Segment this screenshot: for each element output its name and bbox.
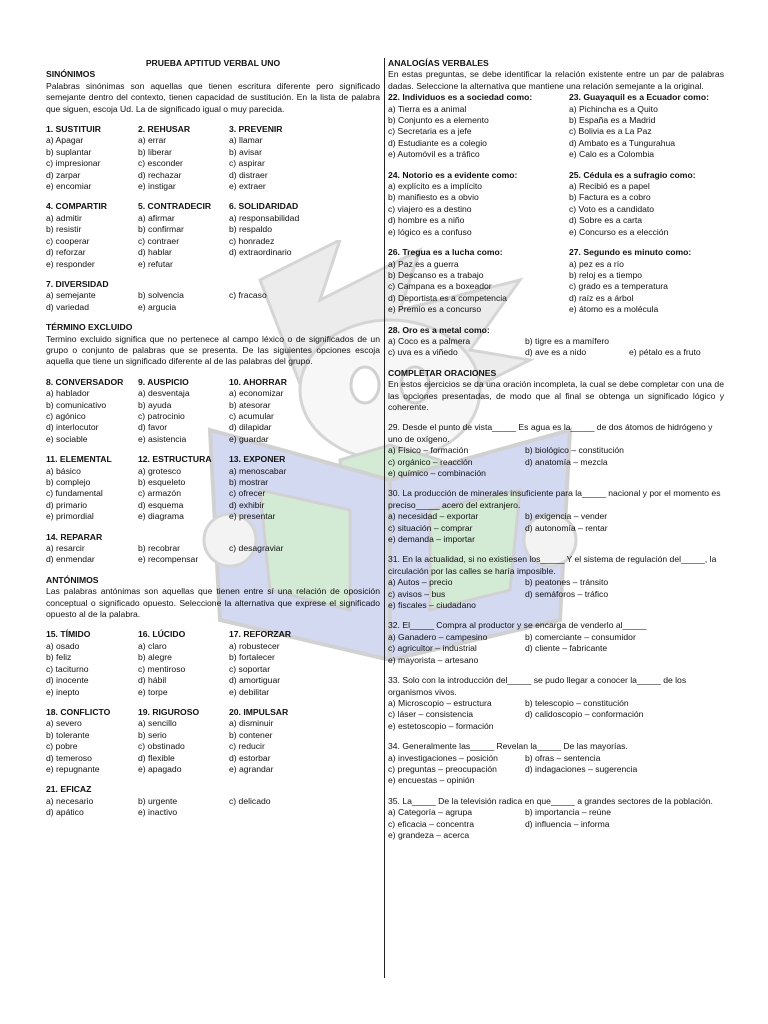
option[interactable]: c) taciturno bbox=[46, 663, 89, 674]
option[interactable]: c) impresionar bbox=[46, 158, 101, 169]
question-header: 17. REFORZAR bbox=[229, 629, 292, 640]
question-header: 5. CONTRADECIR bbox=[138, 201, 212, 212]
analogias-questions bbox=[388, 92, 724, 315]
question bbox=[138, 454, 229, 522]
option[interactable]: c) acumular bbox=[229, 410, 274, 421]
question-header: 21. EFICAZ bbox=[46, 784, 92, 795]
option[interactable]: d) estorbar bbox=[229, 752, 271, 763]
question bbox=[229, 377, 380, 445]
option[interactable]: a) Recibió es a papel bbox=[569, 181, 650, 192]
option[interactable]: e) extraer bbox=[229, 181, 266, 192]
option[interactable]: b) ofras – sentencia bbox=[525, 752, 601, 763]
option[interactable]: d) hábil bbox=[138, 675, 167, 686]
option[interactable]: d) extraordinario bbox=[229, 247, 292, 258]
question bbox=[388, 170, 569, 238]
question-21 bbox=[46, 784, 380, 818]
option[interactable]: e) diagrama bbox=[138, 511, 184, 522]
option[interactable]: a) explícito es a implícito bbox=[388, 181, 483, 192]
option[interactable]: a) menoscabar bbox=[229, 465, 287, 476]
question bbox=[388, 488, 724, 545]
option[interactable]: b) urgente bbox=[138, 795, 178, 806]
option[interactable]: c) fracaso bbox=[229, 290, 267, 301]
question-header: 33. Solo con la introducción del_____ se pudo llegar a conocer la_____ de los organismos vivos. bbox=[388, 675, 687, 697]
option[interactable]: e) químico – combinación bbox=[388, 468, 486, 478]
option[interactable]: e) agrandar bbox=[229, 763, 274, 774]
question-header: 6. SOLIDARIDAD bbox=[229, 201, 299, 212]
question-header: 2. REHUSAR bbox=[138, 124, 191, 135]
option[interactable]: e) inepto bbox=[46, 686, 80, 697]
question-28 bbox=[388, 325, 724, 359]
question bbox=[46, 124, 138, 192]
question-header: 18. CONFLICTO bbox=[46, 706, 111, 717]
option[interactable]: d) rechazar bbox=[138, 169, 182, 180]
question bbox=[138, 124, 229, 192]
option[interactable]: b) telescopio – constitución bbox=[525, 697, 629, 708]
option[interactable]: e) apagado bbox=[138, 763, 182, 774]
question-header: 22. Individuos es a sociedad como: bbox=[388, 92, 533, 103]
option[interactable]: c) orgánico – reacción bbox=[388, 456, 473, 467]
question bbox=[138, 201, 229, 269]
option[interactable]: a) errar bbox=[138, 135, 167, 146]
option[interactable]: c) viajero es a destino bbox=[388, 203, 472, 214]
excluido-heading: TÉRMINO EXCLUIDO bbox=[46, 322, 133, 333]
option[interactable]: d) raíz es a árbol bbox=[569, 292, 634, 303]
question bbox=[388, 620, 724, 666]
question bbox=[388, 422, 724, 479]
column-divider bbox=[384, 58, 385, 978]
option[interactable]: e) refutar bbox=[138, 258, 173, 269]
question bbox=[388, 796, 724, 842]
question bbox=[388, 554, 724, 611]
option[interactable]: a) Pichincha es a Quito bbox=[569, 103, 658, 114]
question-header: 30. La producción de minerales insuficiente para la_____ nacional y por el momento es preciso_____ acero del extranjero. bbox=[388, 488, 721, 510]
question bbox=[46, 454, 138, 522]
option[interactable]: a) Autos – precio bbox=[388, 577, 453, 588]
question-header: 15. TÍMIDO bbox=[46, 629, 91, 640]
option[interactable]: a) pez es a río bbox=[569, 258, 624, 269]
option[interactable]: d) Sobre es a carta bbox=[569, 215, 643, 226]
question bbox=[138, 629, 229, 697]
option[interactable]: e) asistencia bbox=[138, 433, 187, 444]
question bbox=[388, 92, 569, 160]
question bbox=[229, 707, 380, 775]
question-header: 24. Notorio es a evidente como: bbox=[388, 169, 518, 180]
option[interactable]: e) presentar bbox=[229, 511, 276, 522]
option[interactable]: d) Deportista es a competencia bbox=[388, 292, 507, 303]
question-header: 14. REPARAR bbox=[46, 531, 103, 542]
option[interactable]: c) contraer bbox=[138, 235, 180, 246]
analogias-intro: En estas preguntas, se debe identificar la relación existente entre un par de palabras dadas. Seleccione la alternativa que mantiene una relación semejante a la original. bbox=[388, 69, 724, 91]
option[interactable]: a) disminuir bbox=[229, 718, 274, 729]
question bbox=[569, 170, 724, 238]
option[interactable]: b) peatones – tránsito bbox=[525, 577, 609, 588]
option[interactable]: d) amortiguar bbox=[229, 675, 281, 686]
option[interactable]: c) honradez bbox=[229, 235, 275, 246]
option[interactable]: b) Descanso es a trabajo bbox=[388, 269, 484, 280]
option[interactable]: c) mentiroso bbox=[138, 663, 186, 674]
option[interactable]: a) responsabilidad bbox=[229, 212, 300, 223]
option[interactable]: b) solvencia bbox=[138, 290, 184, 301]
antonimos-intro: Las palabras antónimas son aquellas que tienen entre sí una relación de oposición conceptual o significado opuesto. Seleccione la alternativa que exprese el significado opuesto al de la palabra. bbox=[46, 586, 380, 620]
option[interactable]: c) agónico bbox=[46, 410, 86, 421]
question-header: 31. En la actualidad, si no existiesen los_____ Y el sistema de regulación del_____, la circulación por las calles se haría imposible. bbox=[388, 554, 717, 576]
question bbox=[388, 247, 569, 315]
option[interactable]: c) Voto es a candidato bbox=[569, 203, 655, 214]
option[interactable]: e) primordial bbox=[46, 511, 94, 522]
option[interactable]: c) soportar bbox=[229, 663, 271, 674]
option[interactable]: e) Automóvil es a tráfico bbox=[388, 149, 480, 160]
option[interactable]: a) osado bbox=[46, 640, 80, 651]
option[interactable]: a) Tierra es a animal bbox=[388, 103, 467, 114]
option[interactable]: e) debilitar bbox=[229, 686, 270, 697]
option[interactable]: e) instigar bbox=[138, 181, 176, 192]
option[interactable]: a) claro bbox=[138, 640, 167, 651]
option[interactable]: b) serio bbox=[138, 729, 167, 740]
option[interactable]: b) suplantar bbox=[46, 146, 92, 157]
option[interactable]: e) Calo es a Colombia bbox=[569, 149, 655, 160]
option[interactable]: e) mayorista – artesano bbox=[388, 654, 479, 665]
question-header: 12. ESTRUCTURA bbox=[138, 454, 212, 465]
option[interactable]: b) Conjunto es a elemento bbox=[388, 115, 489, 126]
option[interactable]: a) robustecer bbox=[229, 640, 280, 651]
option[interactable]: b) comerciante – consumidor bbox=[525, 631, 636, 642]
question-header: 16. LÚCIDO bbox=[138, 629, 186, 640]
option[interactable]: d) zarpar bbox=[46, 169, 81, 180]
option[interactable]: b) reloj es a tiempo bbox=[569, 269, 643, 280]
option[interactable]: a) Microscopio – estructura bbox=[388, 697, 492, 708]
option[interactable]: b) feliz bbox=[46, 652, 72, 663]
option[interactable]: d) ave es a nido bbox=[525, 347, 587, 358]
antonimos-questions bbox=[46, 629, 380, 775]
question bbox=[229, 629, 380, 697]
option[interactable]: c) grado es a temperatura bbox=[569, 281, 668, 292]
option[interactable]: e) recompensar bbox=[138, 554, 199, 565]
option[interactable]: d) flexible bbox=[138, 752, 175, 763]
question-14 bbox=[46, 532, 380, 566]
option[interactable]: d) variedad bbox=[46, 301, 89, 312]
option[interactable]: d) dilapidar bbox=[229, 422, 272, 433]
question-7 bbox=[46, 279, 380, 313]
option[interactable]: d) indagaciones – sugerencia bbox=[525, 763, 638, 774]
option[interactable]: b) recobrar bbox=[138, 543, 181, 554]
option[interactable]: b) avisar bbox=[229, 146, 262, 157]
question bbox=[46, 201, 138, 269]
completar-questions bbox=[388, 422, 724, 841]
option[interactable]: d) interlocutor bbox=[46, 422, 99, 433]
option[interactable]: e) fiscales – ciudadano bbox=[388, 600, 476, 611]
question-header: 10. AHORRAR bbox=[229, 376, 287, 387]
option[interactable]: c) eficacia – concentra bbox=[388, 818, 474, 829]
option[interactable]: a) llamar bbox=[229, 135, 263, 146]
question bbox=[569, 247, 724, 315]
option[interactable]: b) atesorar bbox=[229, 399, 271, 410]
question bbox=[388, 741, 724, 787]
option[interactable]: b) mostrar bbox=[229, 477, 269, 487]
option[interactable]: c) cooperar bbox=[46, 235, 90, 246]
option[interactable]: e) encomiar bbox=[46, 181, 92, 192]
option[interactable]: d) reforzar bbox=[46, 247, 86, 258]
analogias-heading: ANALOGÍAS VERBALES bbox=[388, 58, 489, 68]
option[interactable]: c) reducir bbox=[229, 741, 265, 752]
option[interactable]: b) contener bbox=[229, 729, 273, 740]
option[interactable]: d) inocente bbox=[46, 675, 89, 686]
option[interactable]: d) Estudiante es a colegio bbox=[388, 137, 487, 148]
option[interactable]: c) Bolivia es a La Paz bbox=[569, 126, 652, 137]
option[interactable]: e) sociable bbox=[46, 433, 88, 444]
option[interactable]: c) láser – consistencia bbox=[388, 709, 474, 720]
option[interactable]: d) esquema bbox=[138, 499, 184, 510]
option[interactable]: c) Secretaria es a jefe bbox=[388, 126, 472, 137]
option[interactable]: a) severo bbox=[46, 718, 82, 729]
option[interactable]: d) influencia – informa bbox=[525, 818, 610, 829]
question-header: 7. DIVERSIDAD bbox=[46, 278, 109, 289]
question-header: 9. AUSPICIO bbox=[138, 376, 189, 387]
option[interactable]: d) enmendar bbox=[46, 554, 95, 565]
option[interactable]: d) Ambato es a Tungurahua bbox=[569, 137, 676, 148]
option[interactable]: a) afirmar bbox=[138, 212, 175, 223]
option[interactable]: e) inactivo bbox=[138, 807, 178, 818]
option[interactable]: b) tigre es a mamífero bbox=[525, 335, 610, 346]
question-header: 11. ELEMENTAL bbox=[46, 454, 112, 465]
option[interactable]: c) pobre bbox=[46, 741, 78, 752]
option[interactable]: e) lógico es a confuso bbox=[388, 226, 472, 237]
question-header: 20. IMPULSAR bbox=[229, 706, 289, 717]
option[interactable]: b) resistir bbox=[46, 224, 82, 235]
option[interactable]: d) semáforos – tráfico bbox=[525, 588, 609, 599]
left-column bbox=[46, 58, 380, 819]
option[interactable]: e) grandeza – acerca bbox=[388, 829, 470, 840]
question bbox=[229, 124, 380, 192]
question-header: 23. Guayaquil es a Ecuador como: bbox=[569, 92, 709, 103]
option[interactable]: c) aspirar bbox=[229, 158, 265, 169]
option[interactable]: d) hablar bbox=[138, 247, 172, 258]
option[interactable]: d) calidoscopio – conformación bbox=[525, 709, 644, 720]
antonimos-heading: ANTÓNIMOS bbox=[46, 574, 99, 585]
option[interactable]: e) estetoscopio – formación bbox=[388, 720, 494, 731]
option[interactable] bbox=[229, 259, 380, 270]
question bbox=[46, 629, 138, 697]
option[interactable]: e) pétalo es a fruto bbox=[629, 347, 701, 358]
completar-intro: En estos ejercicios se da una oración incompleta, la cual se debe completar con una de las opciones presentadas, de modo que al final se obtenga un significado lógico y coherente. bbox=[388, 379, 724, 412]
option[interactable]: c) obstinado bbox=[138, 741, 185, 752]
option[interactable]: a) resarcir bbox=[46, 543, 85, 554]
option[interactable]: c) delicado bbox=[229, 795, 271, 806]
question-header: 1. SUSTITUIR bbox=[46, 124, 101, 135]
option[interactable]: a) Coco es a palmera bbox=[388, 335, 471, 346]
sinonimos-intro: Palabras sinónimas son aquellas que tienen escritura diferente pero significado semejante dentro del contexto, tienen capacidad de sustitución. En la lista de palabra que siguen, escoja Ud. La de significado igual o muy parecida. bbox=[46, 80, 380, 114]
option[interactable]: b) biológico – constitución bbox=[525, 445, 624, 456]
option[interactable]: e) encuestas – opinión bbox=[388, 775, 475, 786]
option[interactable]: b) tolerante bbox=[46, 729, 90, 740]
option[interactable]: a) necesidad – exportar bbox=[388, 511, 479, 522]
option[interactable]: b) complejo bbox=[46, 477, 91, 487]
option[interactable]: e) guardar bbox=[229, 433, 269, 444]
question bbox=[138, 377, 229, 445]
option[interactable]: e) demanda – importar bbox=[388, 534, 475, 545]
question bbox=[46, 377, 138, 445]
option[interactable]: e) torpe bbox=[138, 686, 168, 697]
option[interactable]: a) Ganadero – campesino bbox=[388, 631, 488, 642]
option[interactable]: b) esqueleto bbox=[138, 477, 186, 487]
option[interactable]: b) manifiesto es a obvio bbox=[388, 192, 479, 203]
question bbox=[569, 92, 724, 160]
option[interactable]: e) Premio es a concurso bbox=[388, 304, 482, 315]
option[interactable]: a) Físico – formación bbox=[388, 445, 469, 456]
option[interactable]: d) distraer bbox=[229, 169, 268, 180]
option[interactable]: b) confirmar bbox=[138, 224, 184, 235]
option[interactable]: a) economizar bbox=[229, 388, 284, 399]
question-header: 29. Desde el punto de vista_____ Es agua es la_____ de dos átomos de hidrógeno y uno de oxígeno. bbox=[388, 422, 713, 444]
question bbox=[46, 707, 138, 775]
option[interactable]: a) sencillo bbox=[138, 718, 177, 729]
option[interactable]: c) patrocinio bbox=[138, 410, 185, 421]
option[interactable]: c) agricultor – industrial bbox=[388, 643, 477, 654]
option[interactable]: b) Factura es a cobro bbox=[569, 192, 651, 203]
option[interactable]: b) liberar bbox=[138, 146, 172, 157]
excluido-questions bbox=[46, 377, 380, 523]
option[interactable]: a) Categoría – agrupa bbox=[388, 807, 473, 818]
question-header: 34. Generalmente las_____ Revelan la_____ De las mayorías. bbox=[388, 741, 628, 752]
question-header: 32. El_____ Compra al productor y se encarga de venderlo al_____ bbox=[388, 620, 647, 631]
option[interactable]: e) Concurso es a elección bbox=[569, 226, 669, 237]
question bbox=[388, 675, 724, 732]
option[interactable]: d) primario bbox=[46, 499, 88, 510]
option[interactable]: a) semejante bbox=[46, 290, 96, 301]
completar-heading: COMPLETAR ORACIONES bbox=[388, 367, 497, 378]
option[interactable]: a) Apagar bbox=[46, 135, 84, 146]
option[interactable]: a) necesario bbox=[46, 795, 94, 806]
sinonimos-heading: SINÓNIMOS bbox=[46, 69, 96, 80]
option[interactable]: d) apático bbox=[46, 807, 84, 818]
question-header: 13. EXPONER bbox=[229, 454, 286, 465]
sinonimos-questions bbox=[46, 124, 380, 270]
question bbox=[229, 454, 380, 522]
option[interactable]: d) anatomía – mezcla bbox=[525, 456, 608, 467]
option[interactable]: d) autonomía – rentar bbox=[525, 522, 608, 533]
question-header: 19. RIGUROSO bbox=[138, 706, 200, 717]
option[interactable]: b) alegre bbox=[138, 652, 172, 663]
right-column bbox=[388, 58, 724, 841]
question-header: 28. Oro es a metal como: bbox=[388, 324, 490, 335]
question-header: 8. CONVERSADOR bbox=[46, 376, 124, 387]
option[interactable]: d) cliente – fabricante bbox=[525, 643, 608, 654]
option[interactable]: c) uva es a viñedo bbox=[388, 347, 458, 358]
option[interactable]: c) Campana es a boxeador bbox=[388, 281, 492, 292]
option[interactable]: c) ofrecer bbox=[229, 488, 266, 499]
option[interactable]: d) exhibir bbox=[229, 499, 265, 510]
question-header: 35. La_____ De la televisión radica en que_____ a grandes sectores de la población. bbox=[388, 795, 713, 806]
option[interactable]: c) esconder bbox=[138, 158, 183, 169]
option[interactable]: b) fortalecer bbox=[229, 652, 275, 663]
option[interactable]: c) situación – comprar bbox=[388, 522, 473, 533]
question-header: 3. PREVENIR bbox=[229, 124, 283, 135]
question-header: 27. Segundo es minuto como: bbox=[569, 247, 692, 258]
option[interactable]: d) favor bbox=[138, 422, 168, 433]
option[interactable]: b) exigencia – vender bbox=[525, 511, 608, 522]
option[interactable]: a) grotesco bbox=[138, 465, 181, 476]
option[interactable]: e) argucia bbox=[138, 301, 177, 312]
option[interactable]: d) temeroso bbox=[46, 752, 92, 763]
option[interactable]: a) hablador bbox=[46, 388, 90, 399]
option[interactable]: b) respaldo bbox=[229, 224, 272, 235]
option[interactable]: c) fundamental bbox=[46, 488, 103, 499]
option[interactable]: a) investigaciones – posición bbox=[388, 752, 498, 763]
option[interactable]: b) importancia – reúne bbox=[525, 807, 611, 818]
question-header: 26. Tregua es a lucha como: bbox=[388, 247, 503, 258]
option[interactable]: b) ayuda bbox=[138, 399, 172, 410]
option[interactable]: d) hombre es a niño bbox=[388, 215, 465, 226]
option[interactable]: b) comunicativo bbox=[46, 399, 107, 410]
option[interactable]: e) repugnante bbox=[46, 763, 100, 774]
option[interactable]: c) preguntas – preocupación bbox=[388, 763, 497, 774]
question-header: 4. COMPARTIR bbox=[46, 201, 107, 212]
option[interactable]: a) admitir bbox=[46, 212, 82, 223]
question bbox=[229, 201, 380, 269]
question-header: 25. Cédula es a sufragio como: bbox=[569, 169, 696, 180]
option[interactable]: c) desagraviar bbox=[229, 543, 284, 554]
question bbox=[138, 707, 229, 775]
option[interactable]: e) átomo es a molécula bbox=[569, 304, 659, 315]
option[interactable]: a) desventaja bbox=[138, 388, 190, 399]
option[interactable]: b) España es a Madrid bbox=[569, 115, 656, 126]
excluido-intro: Termino excluido significa que no pertenece al campo léxico o de significados de un grupo o conjunto de palabras que se presenta. De las siguientes opciones escoja aquella que tiene un significado diferente al de las palabras del grupo. bbox=[46, 333, 380, 367]
page-title: PRUEBA APTITUD VERBAL UNO bbox=[145, 58, 281, 68]
option[interactable]: a) Paz es a guerra bbox=[388, 258, 459, 269]
option[interactable]: e) responder bbox=[46, 258, 95, 269]
option[interactable]: a) básico bbox=[46, 465, 81, 476]
option[interactable]: c) armazón bbox=[138, 488, 181, 499]
option[interactable]: c) avisos – bus bbox=[388, 588, 446, 599]
